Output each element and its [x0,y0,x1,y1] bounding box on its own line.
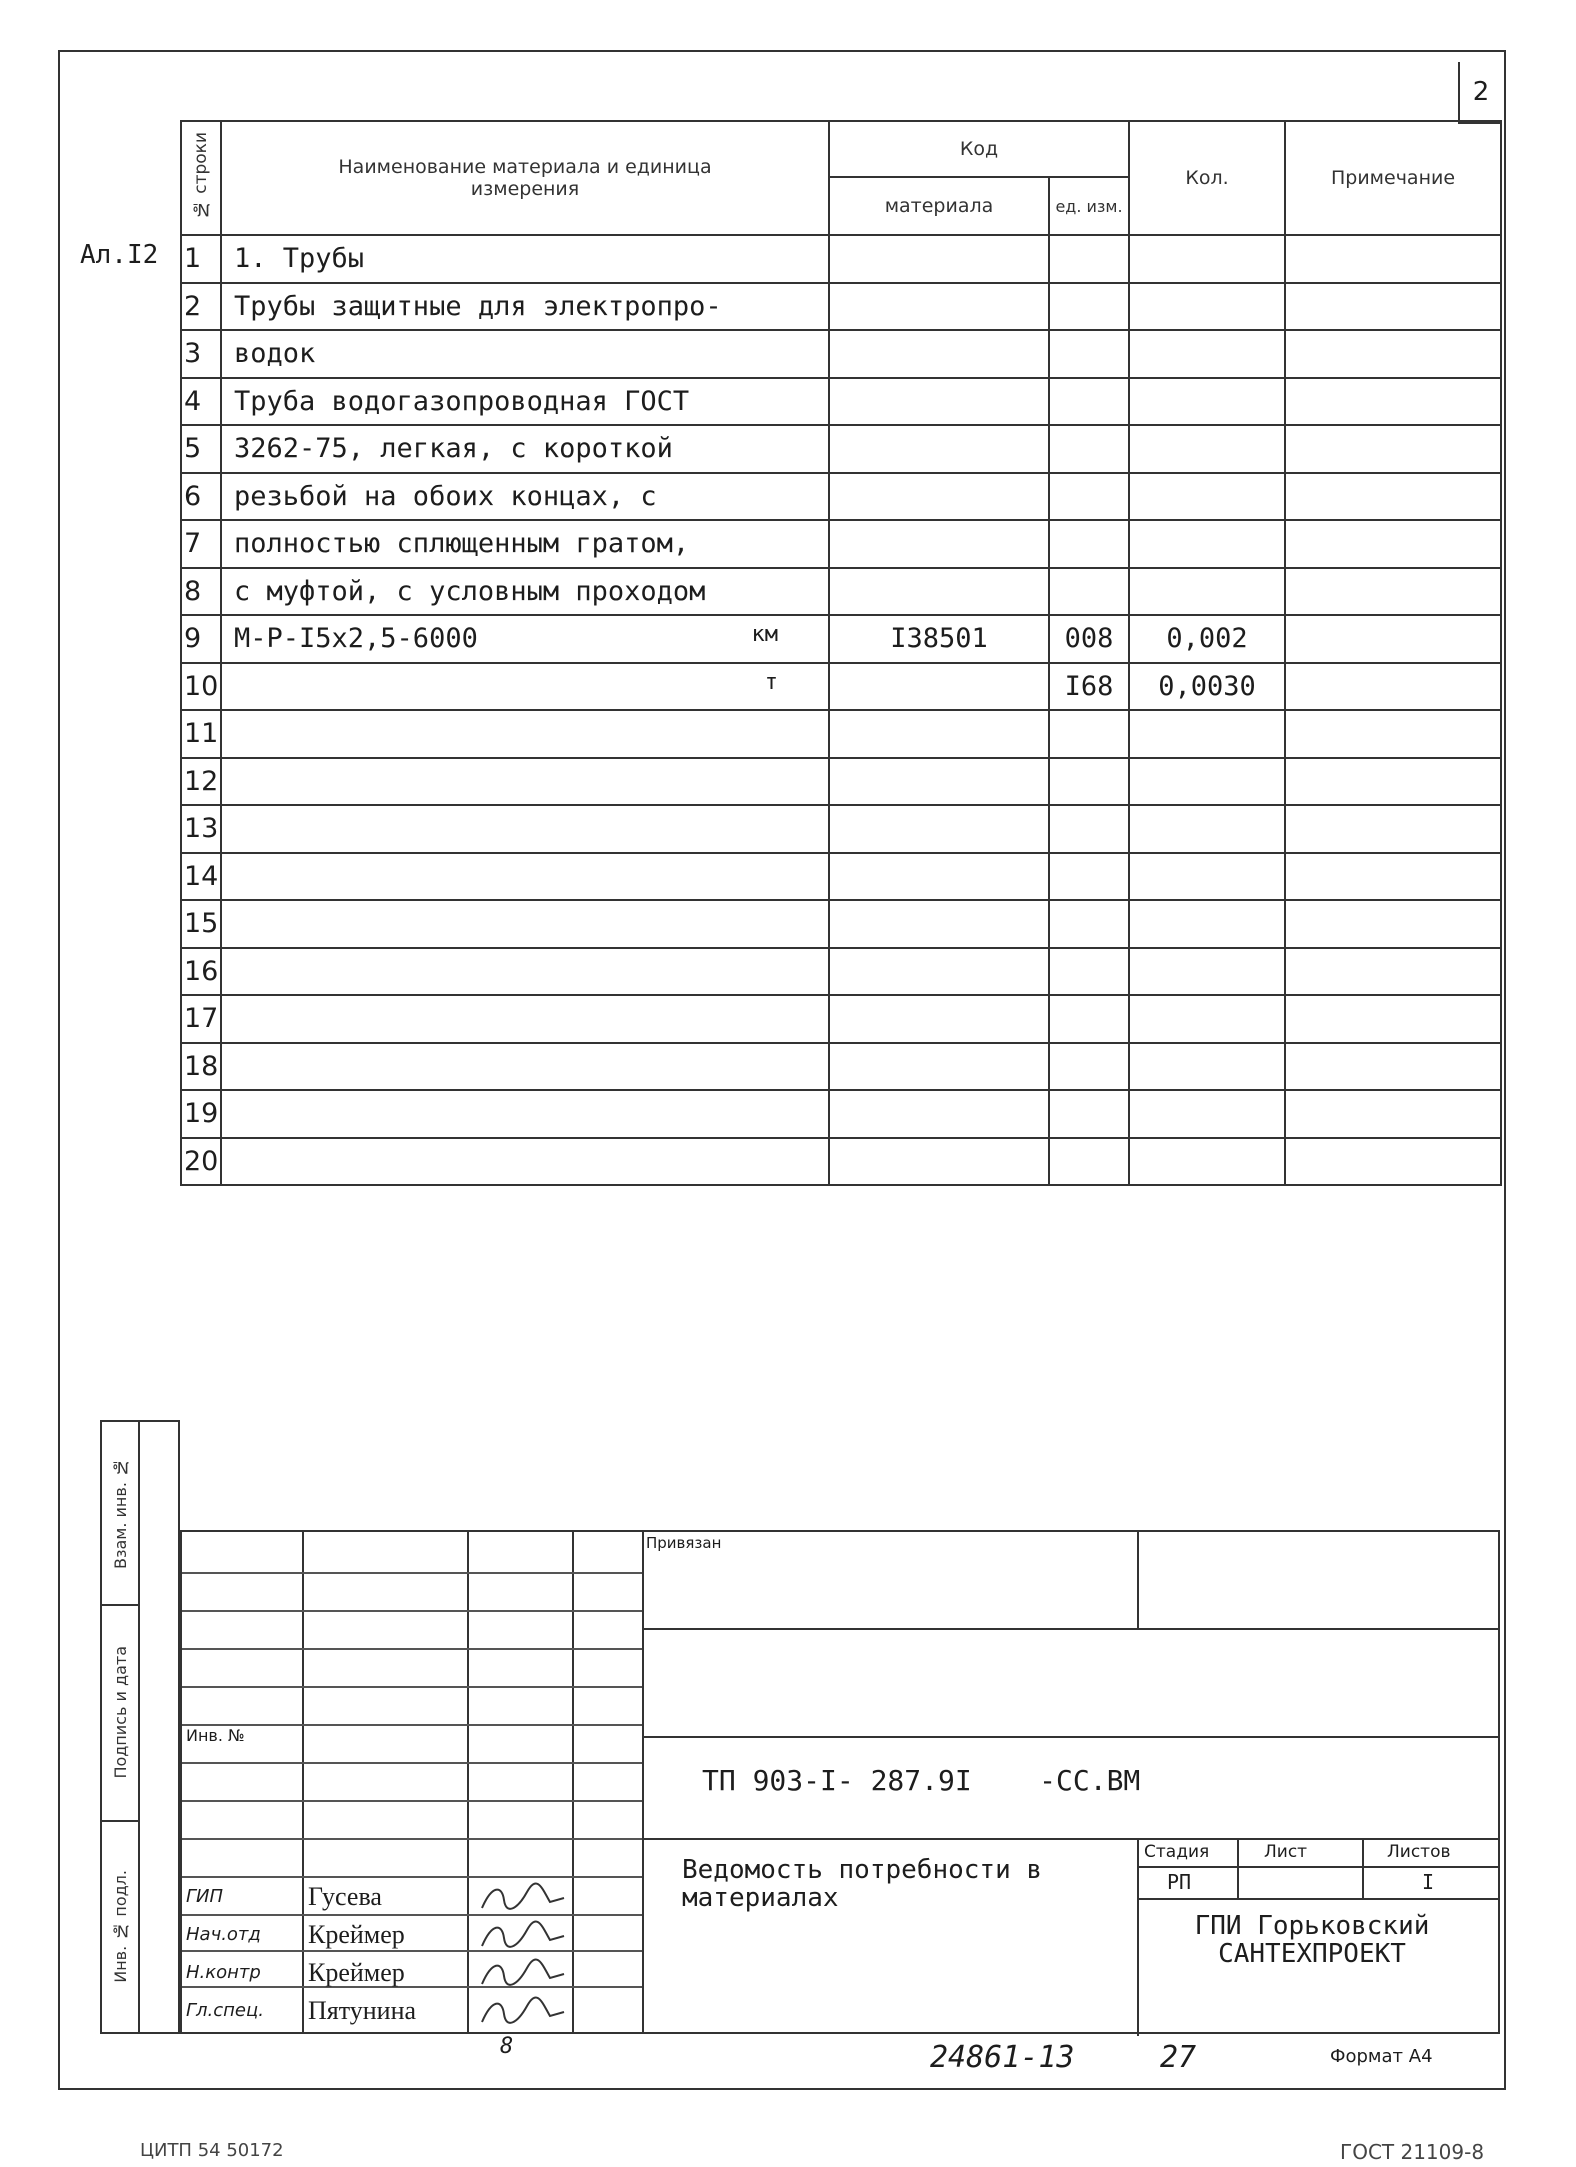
note [1285,378,1501,426]
material-name: Трубы защитные для электропро- [221,283,829,331]
row-number: 6 [181,473,221,521]
note [1285,520,1501,568]
format-label: Формат А4 [1330,2046,1433,2067]
doc-title: Ведомость потребности в материалах [682,1855,1043,1913]
row-number: 19 [181,1090,221,1138]
quantity [1129,853,1285,901]
note [1285,1090,1501,1138]
row-number: 7 [181,520,221,568]
quantity: 0,002 [1129,615,1285,663]
table-row [181,520,1501,568]
material-name [221,805,829,853]
signature-scribble [472,1994,572,2030]
table-row [181,568,1501,616]
note [1285,900,1501,948]
quantity [1129,710,1285,758]
material-code [829,900,1049,948]
archive-number: 24861-13 [930,2040,1075,2075]
row-number: 16 [181,948,221,996]
side-label-inv-podl: Инв. № подл. [110,1869,130,1983]
table-row [181,1090,1501,1138]
material-code [829,378,1049,426]
material-name: Труба водогазопроводная ГОСТ [221,378,829,426]
note [1285,663,1501,711]
material-name [221,710,829,758]
material-code [829,473,1049,521]
signatory-name: Креймер [308,1920,405,1949]
stage-value: РП [1167,1870,1192,1894]
materials-table [180,120,1502,1186]
material-code [829,425,1049,473]
gost-label: ГОСТ 21109-8 [1340,2140,1485,2164]
sheets-value: I [1422,1870,1435,1894]
quantity [1129,235,1285,283]
table-row [181,1043,1501,1091]
note [1285,758,1501,806]
note [1285,330,1501,378]
quantity [1129,378,1285,426]
unit-code [1049,948,1129,996]
row-number: 11 [181,710,221,758]
material-name [221,663,829,711]
table-row [181,663,1501,711]
quantity [1129,1090,1285,1138]
side-label-podpis: Подпись и дата [110,1645,130,1779]
quantity [1129,758,1285,806]
privyazan-label: Привязан [646,1534,722,1552]
unit-code [1049,1043,1129,1091]
quantity [1129,473,1285,521]
material-code: I38501 [829,615,1049,663]
signatory-name: Пятунина [308,1996,417,2025]
unit-code [1049,900,1129,948]
unit-code [1049,425,1129,473]
signature-scribble [472,1956,572,1992]
unit-code [1049,235,1129,283]
material-code [829,520,1049,568]
unit-label: км [751,622,778,647]
table-row [181,425,1501,473]
side-label-vzam: Взам. инв. № [110,1457,130,1569]
title-block [180,1530,1500,2034]
unit-code: I68 [1049,663,1129,711]
material-code [829,1138,1049,1186]
unit-code [1049,805,1129,853]
table-row [181,283,1501,331]
note [1285,1043,1501,1091]
header-note: Примечание [1285,121,1501,235]
material-name: резьбой на обоих концах, с [221,473,829,521]
material-name [221,1138,829,1186]
left-small-print: ЦИТП 54 50172 [140,2140,284,2161]
unit-label: т [764,669,778,695]
note [1285,568,1501,616]
row-number: 14 [181,853,221,901]
margin-note: Ал.I2 [80,240,159,270]
material-name [221,995,829,1043]
org-name: ГПИ Горьковский САНТЕХПРОЕКТ [1194,1911,1430,1969]
stage-label: Стадия [1144,1842,1210,1862]
row-number: 9 [181,615,221,663]
row-number: 3 [181,330,221,378]
signatory-name: Креймер [308,1958,405,1987]
material-name [221,900,829,948]
note [1285,615,1501,663]
header-unit: ед. изм. [1049,177,1129,235]
unit-code: 008 [1049,615,1129,663]
page-number: 27 [1160,2040,1197,2075]
doc-code: ТП 903-I- 287.9I -СС.ВМ [702,1764,1141,1797]
material-name: с муфтой, с условным проходом [221,568,829,616]
signatory-role: Нач.отд [186,1924,261,1945]
quantity: 0,0030 [1129,663,1285,711]
material-code [829,995,1049,1043]
material-code [829,663,1049,711]
quantity [1129,520,1285,568]
row-number: 17 [181,995,221,1043]
quantity [1129,995,1285,1043]
material-code [829,948,1049,996]
material-code [829,805,1049,853]
material-name: водок [221,330,829,378]
table-row [181,330,1501,378]
material-code [829,1090,1049,1138]
inv-no-label: Инв. № [186,1726,245,1745]
signatory-role: Н.контр [186,1962,261,1983]
row-number: 1 [181,235,221,283]
material-name [221,853,829,901]
material-name: полностью сплющенным гратом, [221,520,829,568]
note [1285,473,1501,521]
unit-code [1049,473,1129,521]
material-code [829,235,1049,283]
row-number: 12 [181,758,221,806]
material-name [221,758,829,806]
table-row [181,1138,1501,1186]
quantity [1129,283,1285,331]
signature-scribble [472,1918,572,1954]
note [1285,995,1501,1043]
material-code [829,1043,1049,1091]
material-name: 3262-75, легкая, с короткой [221,425,829,473]
table-row [181,473,1501,521]
table-row [181,900,1501,948]
material-name [221,1090,829,1138]
material-name [221,948,829,996]
quantity [1129,330,1285,378]
quantity [1129,1138,1285,1186]
unit-code [1049,853,1129,901]
table-row [181,378,1501,426]
row-number: 8 [181,568,221,616]
table-row [181,853,1501,901]
header-material: материала [829,177,1049,235]
table-row [181,948,1501,996]
quantity [1129,948,1285,996]
note [1285,710,1501,758]
note [1285,805,1501,853]
table-row [181,615,1501,663]
header-qty: Кол. [1129,121,1285,235]
row-number: 5 [181,425,221,473]
material-code [829,568,1049,616]
material-name: М-Р-I5х2,5-6000 км [221,615,829,663]
row-number: 4 [181,378,221,426]
table-row [181,995,1501,1043]
signatory-role: Гл.спец. [186,2000,264,2021]
note [1285,948,1501,996]
note [1285,1138,1501,1186]
material-name: 1. Трубы [221,235,829,283]
signatory-name: Гусева [308,1882,382,1911]
unit-code [1049,568,1129,616]
row-number: 10 [181,663,221,711]
unit-code [1049,378,1129,426]
unit-code [1049,520,1129,568]
sheet-label: Лист [1264,1842,1308,1862]
page-corner: 2 [1458,62,1502,124]
note [1285,425,1501,473]
signature-scribble [472,1880,572,1916]
row-number: 2 [181,283,221,331]
sheets-label: Листов [1387,1842,1451,1862]
unit-code [1049,283,1129,331]
row-number: 18 [181,1043,221,1091]
header-name: Наименование материала и единица измерения [221,121,829,235]
row-number: 15 [181,900,221,948]
unit-code [1049,1090,1129,1138]
material-name [221,1043,829,1091]
unit-code [1049,1138,1129,1186]
signatory-role: ГИП [186,1886,224,1907]
unit-code [1049,995,1129,1043]
quantity [1129,568,1285,616]
note [1285,853,1501,901]
note [1285,283,1501,331]
table-row [181,235,1501,283]
material-code [829,710,1049,758]
table-row [181,758,1501,806]
unit-code [1049,758,1129,806]
quantity [1129,805,1285,853]
material-code [829,758,1049,806]
row-number: 13 [181,805,221,853]
unit-code [1049,710,1129,758]
note [1285,235,1501,283]
handwritten-mark: 8 [500,2034,514,2059]
material-code [829,283,1049,331]
row-number: 20 [181,1138,221,1186]
header-code: Код [829,121,1129,177]
side-stamp [100,1420,180,2034]
table-row [181,805,1501,853]
material-code [829,330,1049,378]
table-row [181,710,1501,758]
unit-code [1049,330,1129,378]
header-row-no: № строки [181,121,221,235]
material-code [829,853,1049,901]
quantity [1129,1043,1285,1091]
quantity [1129,425,1285,473]
quantity [1129,900,1285,948]
